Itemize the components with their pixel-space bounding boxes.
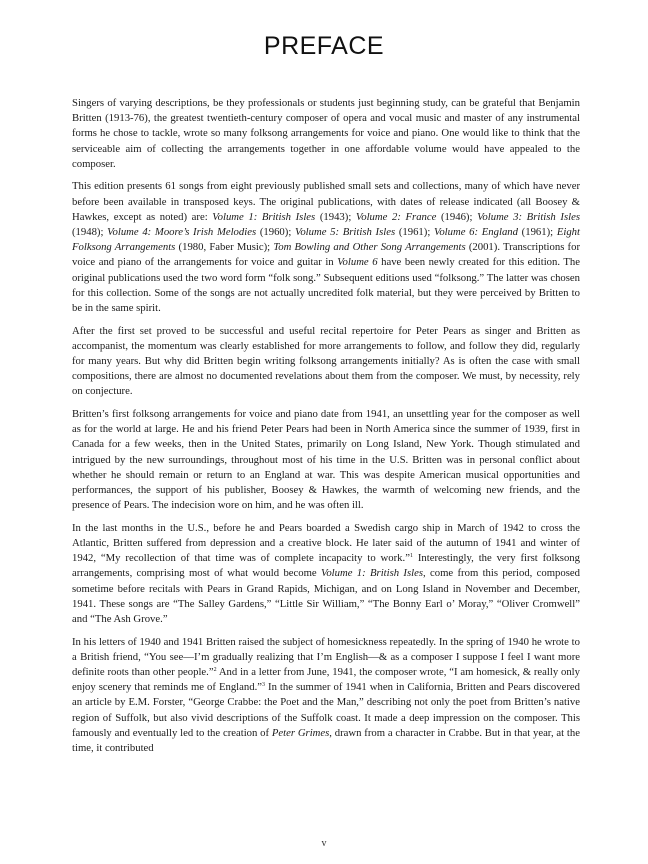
paragraph-text: And in a letter from June, 1941, the composer wrote, “I am homesick, & really only enjoy scenery that reminds me of England.”	[72, 666, 580, 694]
italic-title-text: Volume 6	[337, 256, 378, 269]
paragraph-text: , drawn from a character in Crabbe. But in that year, at the time, it contributed	[72, 726, 580, 755]
footnote-marker: 1	[409, 553, 413, 560]
page-title: PREFACE	[263, 32, 385, 60]
paragraph-text: In his letters of 1940 and 1941 Britten raised the subject of homesickness repeatedly. In the spring of 1940 he wrote to a British friend, “You see—I’m gradually realizing that I’m English—& as a composer I suppose I feel I want more definite roots than other people.”	[72, 635, 580, 679]
italic-title-text: Volume 2: France	[355, 210, 437, 223]
paragraph-text: In the summer of 1941 when in California, Britten and Pears discovered an article by E.M. Forster, “George Crabbe: the Poet and the Man,” describing not only the poet from Britten’s native region of Suffolk, but also vivid descriptions of the Suffolk coast. It made a deep impression on the composer. This famously and eventually led to the creation of	[72, 681, 580, 739]
paragraph	[72, 179, 580, 316]
italic-title-text: Volume 1: British Isles	[212, 210, 316, 223]
paragraph-text: (1960);	[256, 226, 295, 239]
page-number: v	[321, 838, 327, 849]
paragraph-text: Britten’s first folksong arrangements for voice and piano date from 1941, an unsettling year for the composer as well as for the world at large. He and his friend Peter Pears had been in North America since the summer of 1939, first in Canada for a few weeks, then in the United States, primarily on Long Island, New York. Though stimulated and intrigued by the new surroundings, throughout most of his time in the U.S. Britten was in personal conflict about whether he should remain or return to an England at war. This was despite American musical opportunities and performances, the support of his publisher, Boosey & Hawkes, the warmth of welcoming new friends, and the presence of Pears. The indecision wore on him, and he was often ill.	[72, 408, 580, 512]
italic-title-text: Volume 1: British Isles	[321, 567, 424, 580]
paragraph	[72, 324, 580, 400]
paragraph-text: have been newly created for this edition. The original publications used the two word form “folk song.” Subsequent editions used “folksong.” The latter was chosen for this collection. Some of the songs are not actually uncredited folk material, but they were perceived by Britten to be in the same spirit.	[72, 256, 580, 315]
paragraph-text: (1961);	[395, 226, 434, 239]
italic-title-text: Volume 5: British Isles	[294, 226, 396, 239]
footnote-marker: 3	[261, 682, 265, 689]
paragraph-text: , come from this period, composed sometime before recitals with Pears in Grand Rapids, Michigan, and on Long Island in November and December, 1941. These songs are “The Salley Gardens,” “Little Sir William,” “The Bonny Earl o’ Moray,” “Oliver Cromwell” and “The Ash Grove.”	[72, 567, 580, 626]
paragraph-text: (1980, Faber Music);	[175, 241, 274, 254]
paragraph-text: In the last months in the U.S., before he and Pears boarded a Swedish cargo ship in March of 1942 to cross the Atlantic, Britten suffered from depression and a creative block. He later said of the autumn of 1941 and winter of 1942, “My recollection of that time was of complete incapacity to work.”	[72, 521, 580, 565]
italic-title-text: Volume 6: England	[434, 226, 518, 239]
italic-title-text: Volume 4: Moore’s Irish Melodies	[107, 226, 257, 239]
paragraph-text: (1946);	[436, 210, 478, 223]
paragraph-text: (2001). Transcriptions for voice and piano of the arrangements for voice and guitar in	[72, 241, 581, 269]
paragraph-text: Interestingly, the very first folksong arrangements, comprising most of what would become	[72, 552, 580, 580]
body-text	[72, 96, 580, 764]
paragraph-text: (1961);	[517, 226, 557, 239]
paragraph	[72, 635, 580, 757]
italic-title-text: Eight Folksong Arrangements	[72, 226, 580, 254]
paragraph-text: After the first set proved to be successful and useful recital repertoire for Peter Pears as singer and Britten as accompanist, the momentum was clearly established for more arrangements to follow, and follow they did, regularly for many years. But why did Britten begin writing folksong arrangements initially? As is often the case with small compositions, there are almost no documented revelations about them from the composer. We must, by necessity, rely on conjecture.	[72, 324, 580, 398]
paragraph-text: Singers of varying descriptions, be they professionals or students just beginning study, can be grateful that Benjamin Britten (1913-76), the greatest twentieth-century composer of opera and vocal music and master of any instrumental forms he chose to tackle, wrote so many folksong arrangements for voice and piano. One would like to think that the serviceable aim of collecting the arrangements together in one affordable volume would have appealed to the composer.	[72, 97, 580, 170]
italic-title-text: Volume 3: British Isles	[477, 210, 580, 223]
paragraph-text: This edition presents 61 songs from eight previously published small sets and collections, many of which have never before been available in transposed keys. The original publications, with dates of release indicated (all Boosey & Hawkes, except as noted) are:	[72, 180, 580, 223]
italic-title-text: Peter Grimes	[271, 726, 330, 739]
paragraph	[72, 96, 580, 172]
paragraph	[72, 407, 580, 513]
paragraph-text: (1943);	[315, 210, 356, 223]
paragraph-text: (1948);	[72, 226, 108, 239]
paragraph	[72, 521, 580, 627]
italic-title-text: Tom Bowling and Other Song Arrangements	[273, 241, 466, 254]
footnote-marker: 2	[213, 667, 217, 674]
